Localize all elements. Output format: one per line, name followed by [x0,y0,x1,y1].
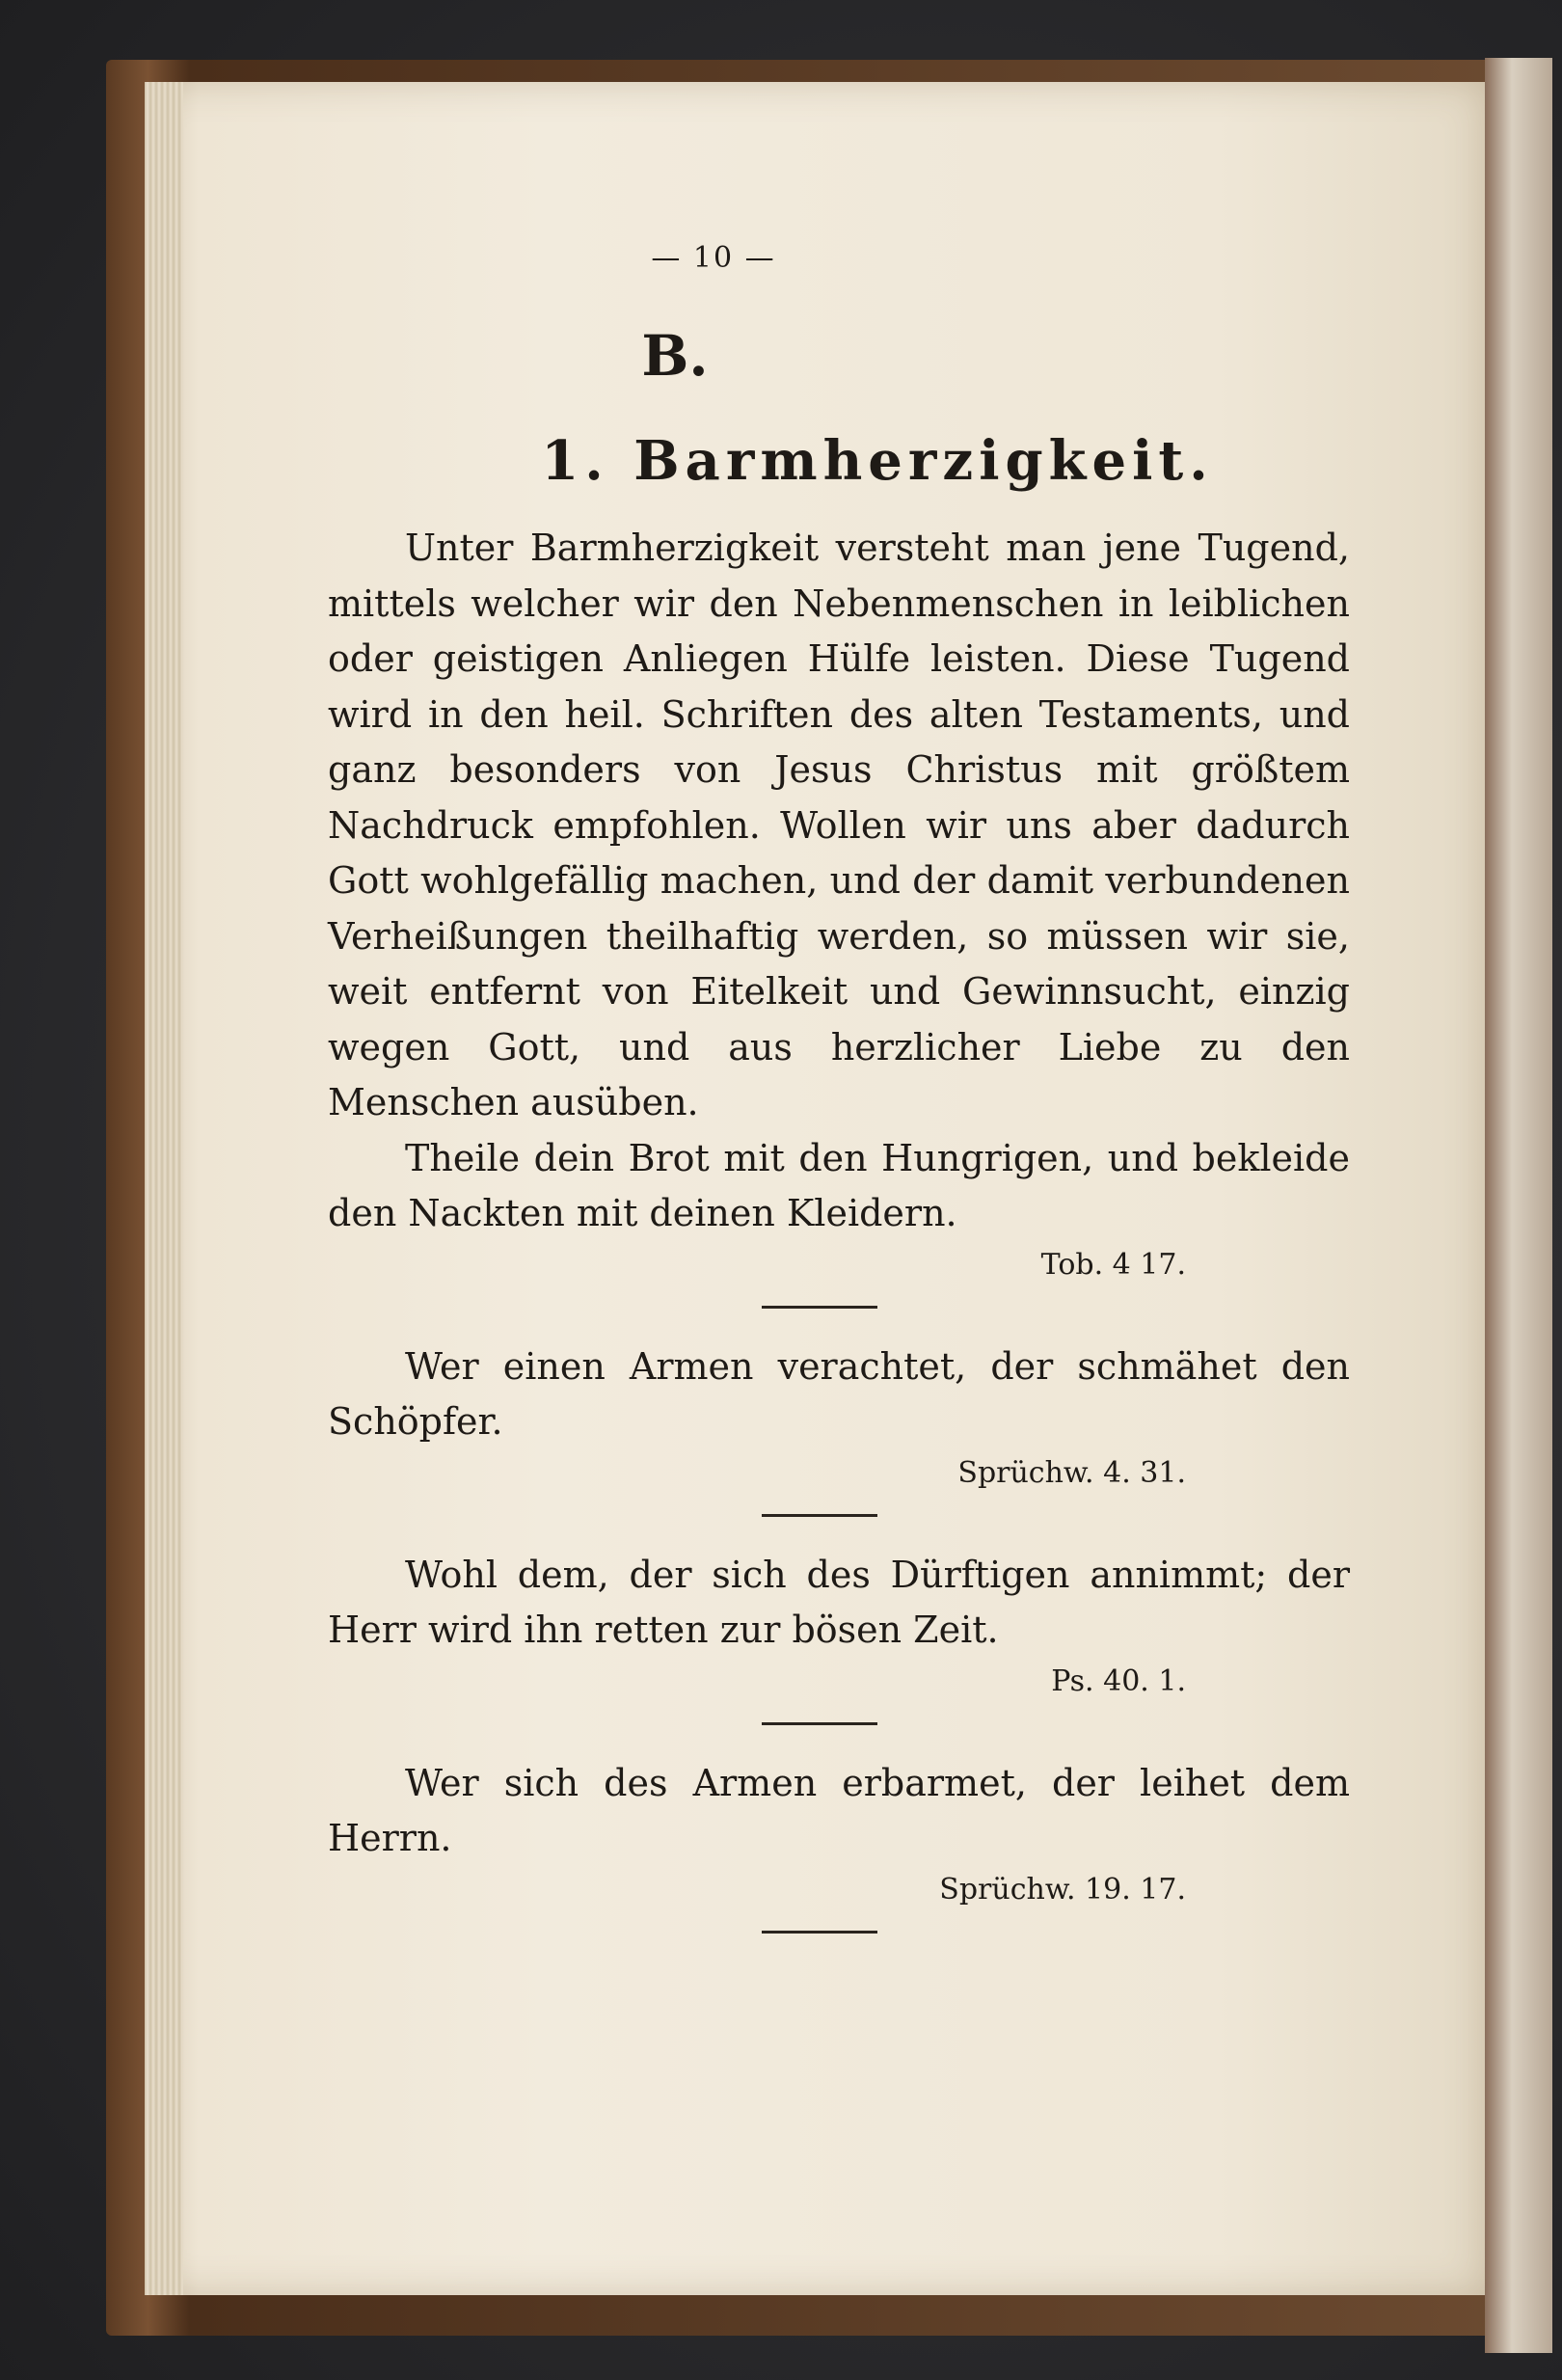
quote-4-reference: Sprüchw. 19. 17. [939,1872,1186,1907]
quote-2-reference: Sprüchw. 4. 31. [957,1455,1186,1490]
quote-1: Theile dein Brot mit den Hungrigen, und bekleide den Nackten mit deinen Kleidern. [328,1136,1350,1234]
quote-4: Wer sich des Armen erbarmet, der leihet dem Herrn. [328,1761,1350,1859]
divider-2 [762,1514,877,1517]
chapter-heading: 1. Barmherzigkeit. [541,429,1214,493]
intro-paragraph: Unter Barmherzigkeit versteht man jene Tugend, mittels welcher wir den Nebenmenschen in leiblichen oder geistigen Anliegen Hülfe leisten. Diese Tugend wird in den heil. Schriften des alten Testaments, und ganz besonders von Jesus Christus mit größtem Nachdruck empfohlen. Wollen wir uns aber dadurch Gott wohlgefällig machen, und der damit verbundenen Verheißungen theilhaftig werden, so müssen wir sie, weit entfernt von Eitelkeit und Gewinnsucht, einzig wegen Gott, und aus herzlicher Liebe zu den Menschen ausüben. [328,527,1350,1123]
divider-3 [762,1722,877,1725]
divider-4 [762,1931,877,1934]
quote-1-reference: Tob. 4 17. [1040,1247,1186,1282]
section-letter: B. [641,323,709,389]
page-edges [145,82,183,2295]
quote-3: Wohl dem, der sich des Dürftigen annimmt; der Herr wird ihn retten zur bösen Zeit. [328,1553,1350,1651]
facing-page-edge [1485,58,1552,2353]
quote-3-reference: Ps. 40. 1. [1051,1663,1186,1698]
page-number: — 10 — [651,241,776,275]
quote-2: Wer einen Armen verachtet, der schmähet den Schöpfer. [328,1344,1350,1443]
divider-1 [762,1306,877,1309]
body-text [328,521,1350,1964]
